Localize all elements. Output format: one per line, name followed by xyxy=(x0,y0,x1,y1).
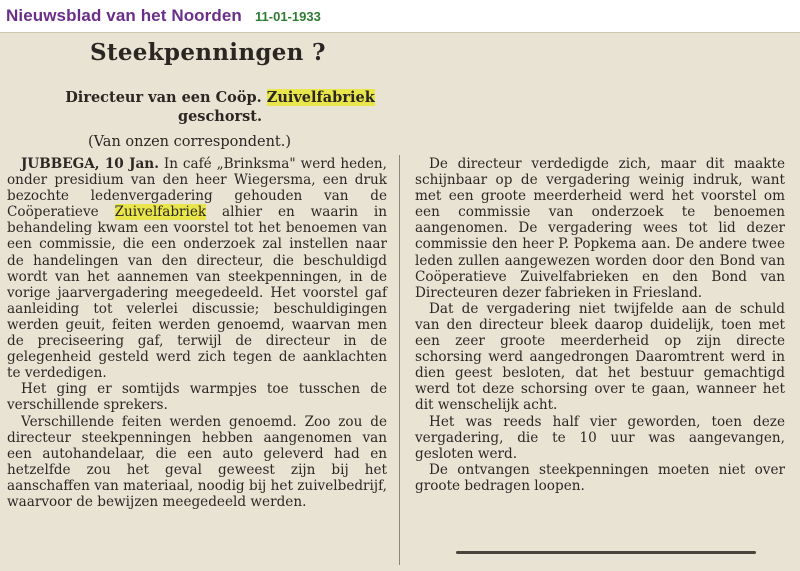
column-divider xyxy=(399,155,400,565)
paragraph-5: Dat de vergadering niet twijfelde aan de schuld van den directeur bleek daarop duidelijk, toen met een zeer groote meerderheid op zijn directe schorsing werd aangedrongen Daaromtrent werd in dien geest besloten, dat het bestuur gemachtigd werd tot deze schorsing over te gaan, wanneer het dit wenschelijk acht. xyxy=(415,300,785,414)
publication-date: 11-01-1933 xyxy=(255,9,321,24)
paragraph-6: Het was reeds half vier geworden, toen deze vergadering, die te 10 uur was aangevangen, gesloten werd. xyxy=(415,413,785,462)
page-header xyxy=(6,6,321,30)
article-column-left xyxy=(7,156,387,510)
paragraph-4: De directeur verdedigde zich, maar dit maakte schijnbaar op de vergadering weinig indruk, want met een groote meerderheid werd het voorstel om een commissie van onderzoek te benoemen aangenomen. De vergadering wees tot lid dezer commissie den heer P. Popkema aan. De andere twee leden zullen aangewezen worden door den Bond van Coöperatieve Zuivelfabrieken en den Bond van Directeuren dezer fabrieken in Friesland. xyxy=(415,156,785,301)
subhead-highlight: Zuivelfabriek xyxy=(266,89,375,106)
newspaper-title: Nieuwsblad van het Noorden xyxy=(6,6,242,25)
subhead-text: Directeur van een Coöp. xyxy=(65,89,262,106)
paragraph-7: De ontvangen steekpenningen moeten niet over groote bedragen loopen. xyxy=(415,461,785,494)
article-headline: Steekpenningen ? xyxy=(90,39,326,66)
paragraph-1-text-a: In café „Brinksma" werd heden, onder presidium van den heer Wiegersma, een druk bezochte ledenvergadering gehouden van de Coöperatieve xyxy=(7,156,387,221)
paragraph-1-highlight: Zuivelfabriek xyxy=(114,204,207,221)
article-byline: (Van onzen correspondent.) xyxy=(88,134,292,150)
paragraph-1-text-b: alhier en waarin in behandeling kwam een voorstel tot het benoemen van een commissie, die een onderzoek zal instellen naar de handelingen van den directeur, die beschuldigd wordt van het aannemen van steekpenningen, in de vorige jaarvergadering meegedeeld. Het voorstel gaf aanleiding tot velerlei discussie; beschuldigingen werden geuit, feiten werden genoemd, waarvan men de preciseering gaf, terwijl de directeur in de gelegenheid gesteld werd zich tegen de aanklachten te verdedigen. xyxy=(7,204,387,382)
dateline: JUBBEGA, 10 Jan. xyxy=(21,156,159,172)
article-subhead xyxy=(20,88,420,126)
paragraph-2: Het ging er somtijds warmpjes toe tusschen de verschillende sprekers. xyxy=(7,381,387,414)
paragraph-1 xyxy=(7,156,387,381)
paragraph-3: Verschillende feiten werden genoemd. Zoo zou de directeur steekpenningen hebben aangenomen van een autohandelaar, die een auto geleverd had en hetzelfde zou het geval geweest zijn bij het aanschaffen van materiaal, noodig bij het zuivelbedrijf, waarvoor de bewijzen meegedeeld werden. xyxy=(7,413,387,510)
article-column-right xyxy=(415,156,785,494)
newspaper-clipping xyxy=(0,32,800,571)
subhead-line2: geschorst. xyxy=(177,108,263,125)
article-end-rule xyxy=(456,551,756,554)
